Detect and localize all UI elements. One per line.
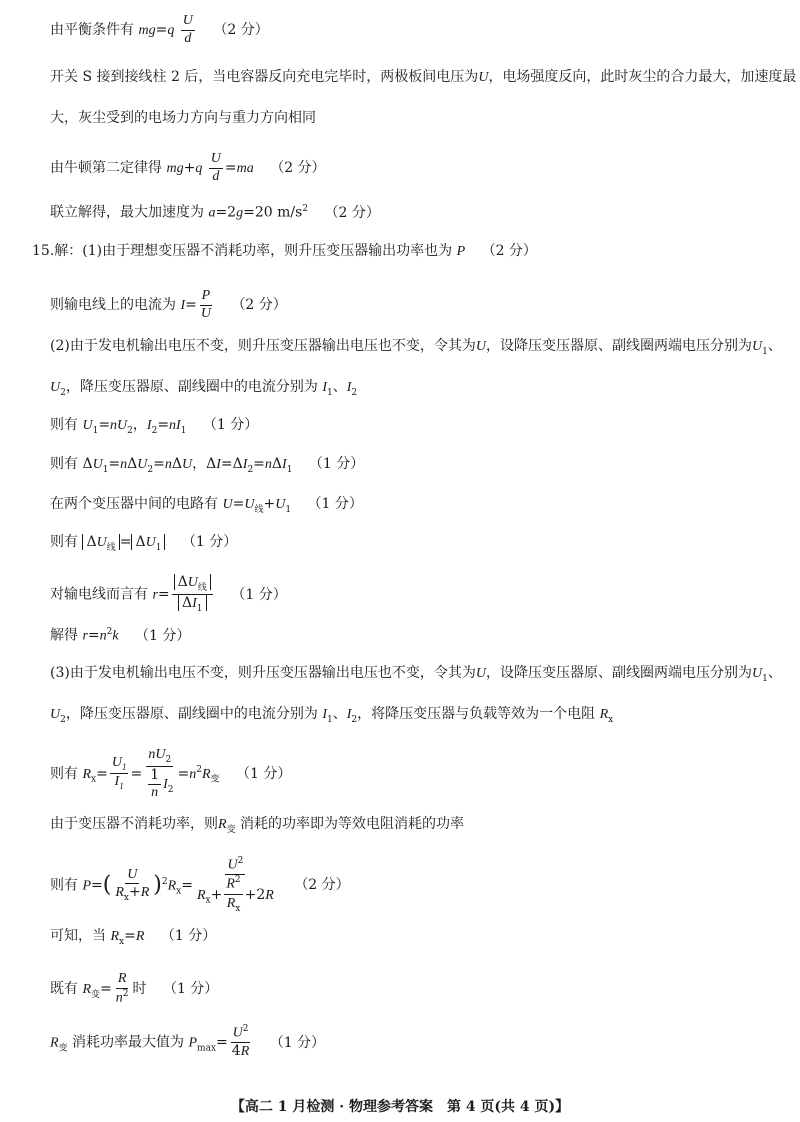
part3-text-c: ，降压变压器原、副线圈中的电流分别为 xyxy=(65,706,318,722)
q15-text: 解：(1)由于理想变压器不消耗功率，则升压变压器输出功率也为 xyxy=(54,243,453,259)
score: （2 分） xyxy=(231,297,287,314)
r-change-line: 既有 $R_变=$ $\frac{R}{n^2}$ 时 （1 分） xyxy=(50,971,219,1006)
force-direction-line xyxy=(50,111,316,125)
equiv-text: 则有 xyxy=(50,765,78,782)
switch-text-b: ，电场强度反向，此时灰尘的合力最大，加速度最 xyxy=(488,69,797,85)
part3-line: (3)由于发电机输出电压不变，则升压变压器输出电压也不变，令其为U，设降压变压器原、副线圈两端电压分别为$U_1$、 xyxy=(50,665,782,684)
newton-law-line: 由牛顿第二定律得 mg+q $\frac{U}{d}$ =ma （2 分） xyxy=(50,151,326,184)
question-number: 15. xyxy=(32,243,55,259)
ratio-line: 则有 $U_1=nU_2$，$I_2=nI_1$ （1 分） xyxy=(50,417,259,436)
abs-delta-line: 则有 $\Delta U_线 = \Delta U_1$ （1 分） xyxy=(50,534,238,553)
max-accel-line: 联立解得，最大加速度为 a=2g=20 $m/s^2$ （2 分） xyxy=(50,204,380,221)
pmax-line: $R_变$ 消耗功率最大值为 $P_{max}=$ $\frac{U^2}{4R}$ （1 分） xyxy=(50,1024,326,1060)
score: （1 分） xyxy=(181,534,238,550)
condition-text: 可知，当 xyxy=(50,928,106,944)
part2-line-2: $U_2$，降压变压器原、副线圈中的电流分别为 $I_1$、$I_2$ xyxy=(50,379,358,398)
part3-text: (3)由于发电机输出电压不变，则升压变压器输出电压也不变，令其为 xyxy=(50,665,476,681)
score: （1 分） xyxy=(202,417,259,433)
score: （1 分） xyxy=(236,765,292,782)
current-text: 则输电线上的电流为 xyxy=(50,297,176,314)
balance-text: 由平衡条件有 xyxy=(50,22,134,39)
resistance-line: 对输电线而言有 r= $\frac{\Delta U_线}{\Delta I_1}$ （1 分） xyxy=(50,574,287,615)
score: （1 分） xyxy=(160,928,217,944)
equiv-resistance-line: 则有 $R_x=$ $\frac{U_1}{I_1}$ = $nU_2$ $\frac{1}{n}$ $I_2$ $=n^2R_变$ （1 分） xyxy=(50,747,292,800)
score: （2 分） xyxy=(324,204,380,221)
resistance-text: 对输电线而言有 xyxy=(50,586,148,603)
ratio-text: 则有 xyxy=(50,417,78,433)
part3-line-2: $U_2$，降压变压器原、副线圈中的电流分别为 $I_1$、$I_2$，将降压变压器与负载等效为一个电阻 $R_x$ xyxy=(50,706,614,725)
page-footer: 【高二 1 月检测 · 物理参考答案 第 4 页(共 4 页)】 xyxy=(230,1099,570,1115)
power-formula-line: 则有 P=( $\frac{U}{R_x+R}$ )$^2R_x=$ $U^2$ $R_x+$ $\frac{R^2}{R_x}$ +2R （2 分） xyxy=(50,856,350,914)
part3-text-b: ，设降压变压器原、副线圈两端电压分别为 xyxy=(485,665,752,681)
part2-text-b: ，设降压变压器原、副线圈两端电压分别为 xyxy=(485,338,752,354)
power-text: 由于变压器不消耗功率，则 xyxy=(50,816,218,832)
part2-text-c: ，降压变压器原、副线圈中的电流分别为 xyxy=(65,379,318,395)
part3-text-d: ，将降压变压器与负载等效为一个电阻 xyxy=(357,706,596,722)
score: （2 分） xyxy=(481,243,537,259)
rchange-tail: 时 xyxy=(132,981,147,998)
formula-text: 则有 xyxy=(50,877,78,894)
rchange-text: 既有 xyxy=(50,981,78,998)
power-text-b: 消耗的功率即为等效电阻消耗的功率 xyxy=(240,816,465,832)
score: （1 分） xyxy=(162,981,219,998)
switch-line: 开关 S 接到接线柱 2 后，当电容器反向充电完毕时，两极板间电压为U，电场强度反向，此时灰尘的合力最大，加速度最 xyxy=(50,69,797,85)
score: （2 分） xyxy=(294,877,350,894)
part2-line: (2)由于发电机输出电压不变，则升压变压器输出电压也不变，令其为U，设降压变压器原、副线圈两端电压分别为$U_1$、 xyxy=(50,338,782,357)
score: （2 分） xyxy=(270,160,326,177)
score: （1 分） xyxy=(269,1034,326,1051)
score: （1 分） xyxy=(135,627,191,644)
circuit-text: 在两个变压器中间的电路有 xyxy=(50,496,218,512)
score: （1 分） xyxy=(307,496,363,512)
switch-text: 开关 S 接到接线柱 2 后，当电容器反向充电完毕时，两极板间电压为 xyxy=(50,69,479,85)
power-equiv-line: 由于变压器不消耗功率，则$R_变$ 消耗的功率即为等效电阻消耗的功率 xyxy=(50,816,465,835)
accel-value: 20 m/s xyxy=(254,204,303,221)
max-accel-text: 联立解得，最大加速度为 xyxy=(50,204,204,221)
solve-r-line: 解得 $r=n^2k$ （1 分） xyxy=(50,627,191,644)
force-text: 大，灰尘受到的电场力方向与重力方向相同 xyxy=(50,110,316,126)
part2-text: (2)由于发电机输出电压不变，则升压变压器输出电压也不变，令其为 xyxy=(50,338,476,354)
circuit-line: 在两个变压器中间的电路有 $U=U_线+U_1$ （1 分） xyxy=(50,496,363,515)
question-15: 15.解：(1)由于理想变压器不消耗功率，则升压变压器输出功率也为 P （2 分） xyxy=(32,243,537,259)
balance-condition-line: 由平衡条件有 mg=q $\frac{U}{d}$ （2 分） xyxy=(50,13,269,46)
score: （2 分） xyxy=(213,22,269,39)
pmax-text: 消耗功率最大值为 xyxy=(72,1034,185,1051)
score: （1 分） xyxy=(308,456,365,472)
score: （1 分） xyxy=(231,586,287,603)
newton-text: 由牛顿第二定律得 xyxy=(50,160,162,177)
solve-text: 解得 xyxy=(50,627,78,644)
delta-text: 则有 xyxy=(50,456,78,472)
current-line: 则输电线上的电流为 I= $\frac{P}{U}$ （2 分） xyxy=(50,288,287,321)
delta-ratio-line: 则有 $\Delta U_1=n\Delta U_2=n\Delta U$，$\Delta I=\Delta I_2=n\Delta I_1$ （1 分） xyxy=(50,456,365,475)
condition-line: 可知，当 $R_x=R$ （1 分） xyxy=(50,928,217,947)
abs-text: 则有 xyxy=(50,534,78,550)
